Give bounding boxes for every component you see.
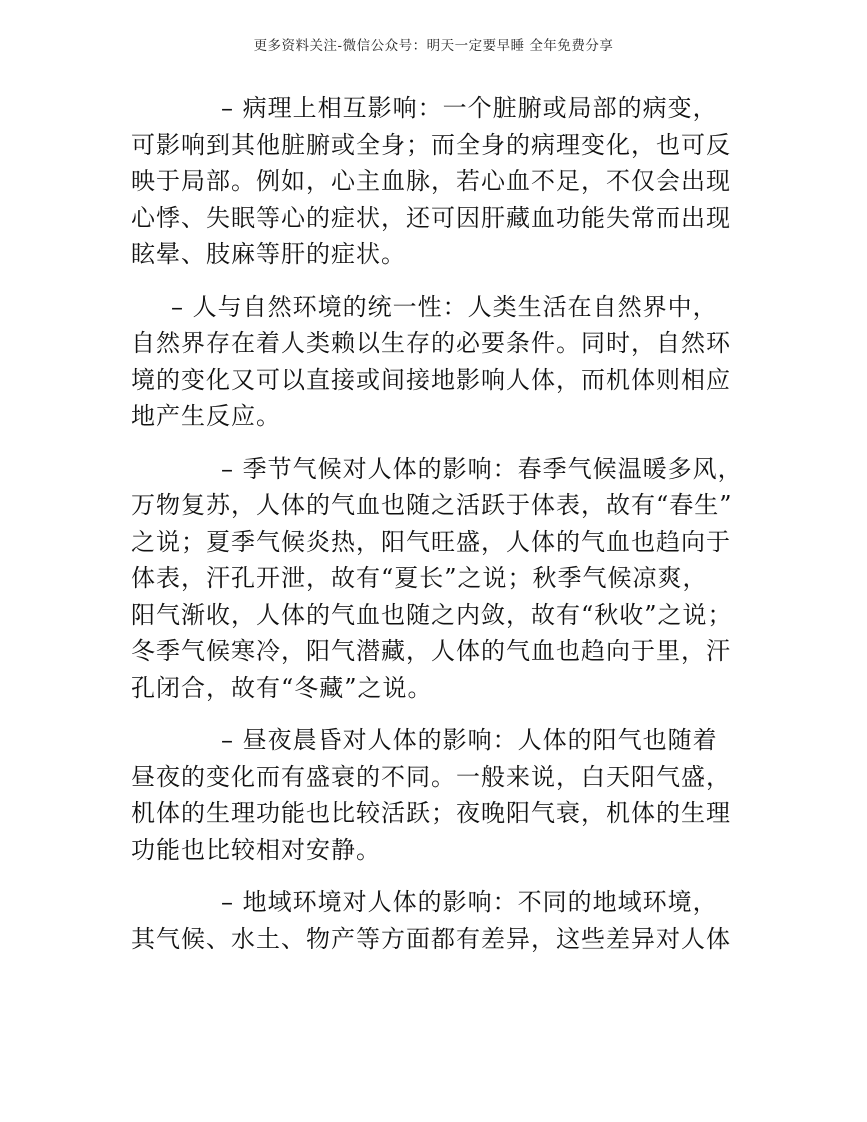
- paragraph-line: 功能也比较相对安静。: [131, 835, 381, 864]
- paragraph-line: 其气候、水土、物产等方面都有差异，这些差异对人体: [131, 924, 731, 953]
- paragraph-line: 自然界存在着人类赖以生存的必要条件。同时，自然环: [131, 329, 731, 357]
- paragraph-line: 心悸、失眠等心的症状，还可因肝藏血功能失常而出现: [131, 203, 731, 232]
- document-body: [131, 90, 751, 973]
- paragraph-line: 眩晕、肢麻等肝的症状。: [131, 240, 406, 268]
- paragraph-line: – 季节气候对人体的影响：春季气候温暖多风，: [221, 454, 743, 483]
- paragraph-nature-unity: [131, 289, 751, 435]
- paragraph-line: 之说；夏季气候炎热，阳气旺盛，人体的气血也趋向于: [131, 527, 731, 556]
- page-header: 更多资料关注-微信公众号：明天一定要早睡 全年免费分享: [253, 38, 614, 54]
- paragraph-line: 机体的生理功能也比较活跃；夜晚阳气衰，机体的生理: [131, 799, 731, 827]
- paragraph-day-night: [131, 722, 751, 868]
- paragraph-line: 地产生反应。: [131, 402, 281, 430]
- paragraph-line: 映于局部。例如，心主血脉，若心血不足，不仅会出现: [131, 167, 731, 195]
- paragraph-line: – 昼夜晨昏对人体的影响：人体的阳气也随着: [221, 726, 718, 754]
- paragraph-seasons: [131, 451, 751, 707]
- paragraph-pathology: [131, 90, 751, 273]
- paragraph-line: 万物复苏，人体的气血也随之活跃于体表，故有“春生”: [131, 491, 733, 519]
- paragraph-line: – 地域环境对人体的影响：不同的地域环境，: [221, 888, 718, 916]
- paragraph-line: 境的变化又可以直接或间接地影响人体，而机体则相应: [131, 365, 731, 394]
- paragraph-line: – 人与自然环境的统一性：人类生活在自然界中，: [171, 292, 718, 321]
- paragraph-line: – 病理上相互影响：一个脏腑或局部的病变，: [221, 94, 718, 122]
- paragraph-line: 昼夜的变化而有盛衰的不同。一般来说，白天阳气盛，: [131, 762, 731, 791]
- paragraph-line: 阳气渐收，人体的气血也随之内敛，故有“秋收”之说；: [131, 600, 733, 629]
- paragraph-line: 体表，汗孔开泄，故有“夏长”之说；秋季气候凉爽，: [131, 564, 708, 592]
- paragraph-line: 孔闭合，故有“冬藏”之说。: [131, 673, 433, 702]
- paragraph-line: 可影响到其他脏腑或全身；而全身的病理变化，也可反: [131, 130, 731, 159]
- paragraph-region: [131, 884, 751, 957]
- paragraph-line: 冬季气候寒冷，阳气潜藏，人体的气血也趋向于里，汗: [131, 637, 731, 665]
